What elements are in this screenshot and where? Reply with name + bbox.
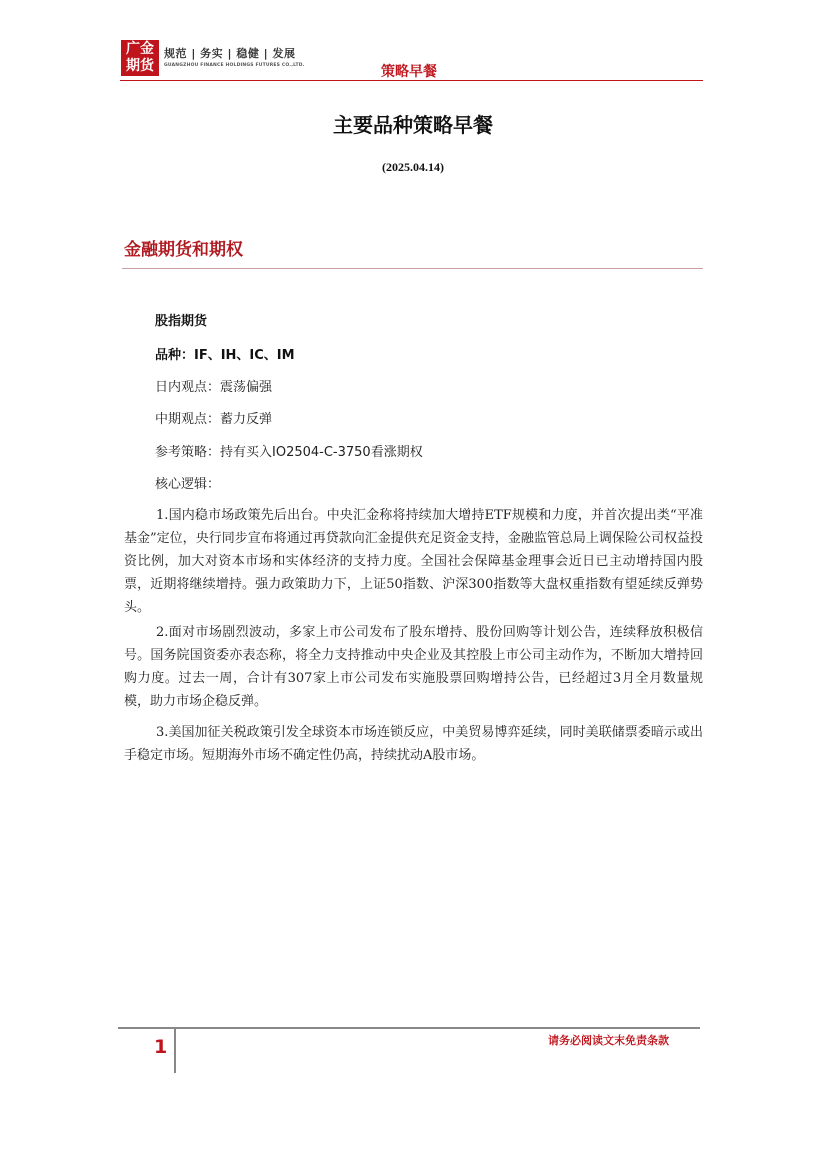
section-title: 金融期货和期权 (124, 240, 243, 260)
company-slogan: 规范 | 务实 | 稳健 | 发展 (164, 47, 296, 60)
logic-paragraph-3: 3.美国加征关税政策引发全球资本市场连锁反应，中美贸易博弈延续，同时美联储票委暗示或出手稳定市场。短期海外市场不确定性仍高，持续扰动A股市场。 (124, 725, 703, 763)
logo-text-line2: 期货 (126, 58, 154, 74)
section-divider (122, 268, 703, 269)
reference-strategy: 参考策略：持有买入IO2504-C-3750看涨期权 (155, 445, 423, 460)
subsection-title: 股指期货 (155, 314, 208, 329)
intraday-view: 日内观点：震荡偏强 (155, 380, 273, 395)
document-date: (2025.04.14) (382, 160, 444, 174)
footer-divider (118, 1027, 700, 1029)
footer-vertical-divider (174, 1028, 176, 1073)
company-english-name: GUANGZHOU FINANCE HOLDINGS FUTURES CO.,LTD. (164, 63, 305, 68)
header-divider (120, 80, 703, 81)
disclaimer-note: 请务必阅读文末免责条款 (548, 1034, 669, 1047)
company-logo (121, 40, 159, 76)
midterm-view: 中期观点：蓄力反弹 (155, 412, 273, 427)
logic-paragraph-1: 1.国内稳市场政策先后出台。中央汇金称将持续加大增持ETF规模和力度，并首次提出类“平准基金”定位，央行同步宣布将通过再贷款向汇金提供充足资金支持，金融监管总局上调保险公司权益投资比例，加大对资本市场和实体经济的支持力度。全国社会保障基金理事会近日已主动增持国内股票，近期将继续增持。强力政策助力下，上证50指数、沪深300指数等大盘权重指数有望延续反弹势头。 (124, 508, 703, 615)
document-title: 主要品种策略早餐 (333, 113, 493, 137)
page-number: 1 (154, 1036, 168, 1058)
logic-paragraph-2: 2.面对市场剧烈波动，多家上市公司发布了股东增持、股份回购等计划公告，连续释放积极信号。国务院国资委亦表态称，将全力支持推动中央企业及其控股上市公司主动作为，不断加大增持回购力度。过去一周，合计有307家上市公司发布实施股票回购增持公告，已经超过3月全月数量规模，助力市场企稳反弹。 (124, 625, 703, 709)
varieties-line: 品种：IF、IH、IC、IM (155, 348, 295, 363)
header-tag: 策略早餐 (381, 64, 437, 80)
logo-text-line1: 广金 (126, 41, 154, 57)
core-logic-label: 核心逻辑： (155, 477, 221, 492)
